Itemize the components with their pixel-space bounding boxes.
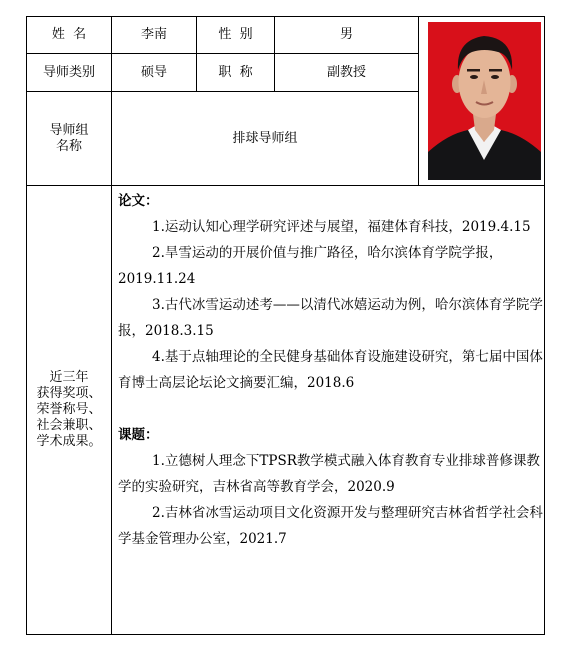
col-divider-4 <box>418 16 419 186</box>
name-label: 姓 名 <box>51 27 87 42</box>
title-label: 职 称 <box>218 64 253 80</box>
paper-item: 4.基于点轴理论的全民健身基础体育设施建设研究，第七届中国体育博士高层论坛论文摘要汇编，2018.6 <box>118 349 543 391</box>
gender-label: 性 别 <box>218 27 253 42</box>
achievements-label-line: 近三年 <box>49 370 89 385</box>
paper-item: 2.旱雪运动的开展价值与推广路径，哈尔滨体育学院学报，2019.11.24 <box>118 245 503 287</box>
achievements-label-line: 荣誉称号、 <box>36 402 102 417</box>
paper-item: 1.运动认知心理学研究评述与展望，福建体育科技，2019.4.15 <box>152 219 531 235</box>
gender-value: 男 <box>339 27 353 42</box>
group-value: 排球导师组 <box>232 130 298 146</box>
achievements-content <box>118 188 543 633</box>
achievements-label-line: 社会兼职、 <box>36 418 102 433</box>
project-item: 1.立德树人理念下TPSR教学模式融入体育教育专业排球普修课教学的实验研究，吉林省高等教育学会，2020.9 <box>118 453 540 495</box>
papers-heading: 论文： <box>118 193 159 209</box>
group-label-line2: 名称 <box>55 138 82 154</box>
mentor-type-label: 导师类别 <box>42 64 95 80</box>
projects-heading: 课题： <box>118 427 159 443</box>
mentor-type-value: 硕导 <box>140 64 167 80</box>
spacer <box>118 396 543 422</box>
table-border-bottom <box>26 634 545 635</box>
group-label <box>27 92 111 185</box>
achievements-label <box>27 186 111 634</box>
paper-item: 3.古代冰雪运动述考——以清代冰嬉运动为例，哈尔滨体育学院学报，2018.3.15 <box>118 297 543 339</box>
project-item: 2.吉林省冰雪运动项目文化资源开发与整理研究吉林省哲学社会科学基金管理办公室，2021.7 <box>118 505 543 547</box>
portrait-illustration <box>428 22 541 180</box>
achievements-label-line: 获得奖项、 <box>36 386 102 401</box>
portrait-photo <box>428 22 541 180</box>
achievements-label-line: 学术成果。 <box>36 434 102 449</box>
title-value: 副教授 <box>326 64 366 80</box>
name-value: 李南 <box>140 27 167 42</box>
table-border-right <box>544 16 545 635</box>
group-label-line1: 导师组 <box>49 122 89 138</box>
